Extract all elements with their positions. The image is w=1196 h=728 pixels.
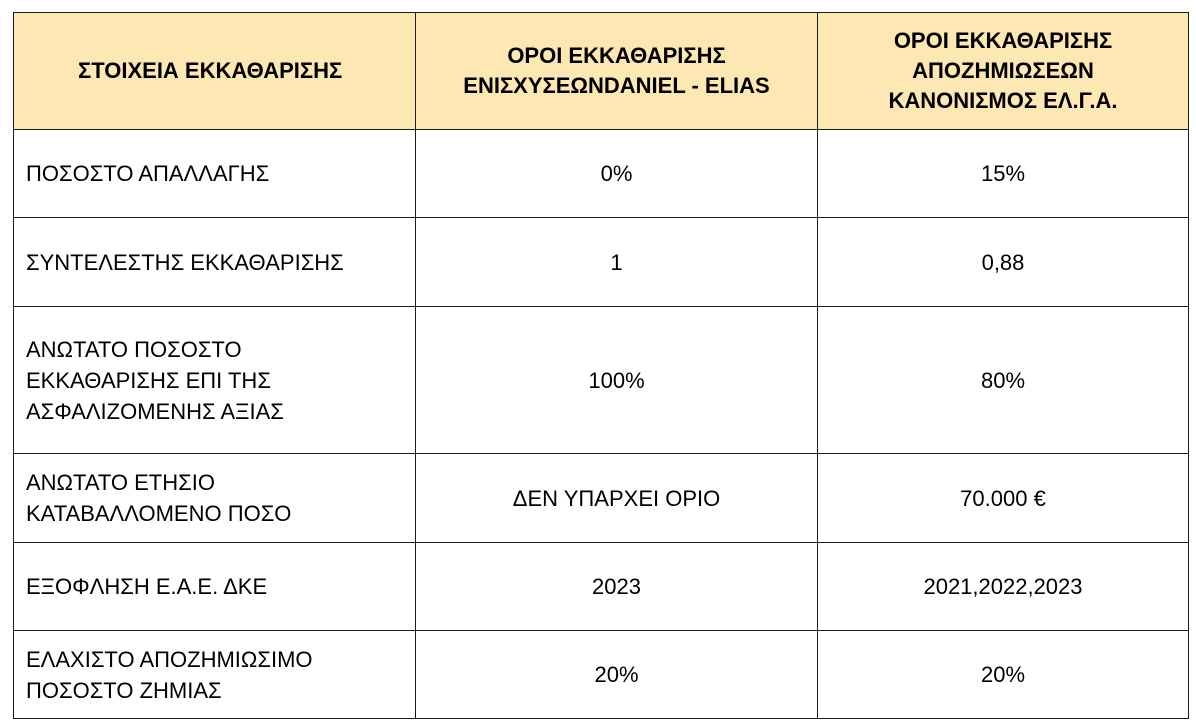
table-row [14, 307, 1189, 454]
table-row [14, 454, 1189, 543]
row-label-max-annual-amount: ΑΝΩΤΑΤΟ ΕΤΗΣΙΟ ΚΑΤΑΒΑΛΛΟΜΕΝΟ ΠΟΣΟ [14, 454, 416, 543]
row-label-coefficient: ΣΥΝΤΕΛΕΣΤΗΣ ΕΚΚΑΘΑΡΙΣΗΣ [14, 218, 416, 307]
cell-daniel-max-annual-amount: ΔΕΝ ΥΠΑΡΧΕΙ ΟΡΙΟ [416, 454, 818, 543]
cell-daniel-deductible: 0% [416, 130, 818, 218]
table-row [14, 130, 1189, 218]
header-elga-terms: ΟΡΟΙ ΕΚΚΑΘΑΡΙΣΗΣ ΑΠΟΖΗΜΙΩΣΕΩΝ ΚΑΝΟΝΙΣΜΟΣ ΕΛ.Γ.Α. [818, 13, 1189, 130]
cell-elga-max-percentage: 80% [818, 307, 1189, 454]
cell-elga-deductible: 15% [818, 130, 1189, 218]
table-body [14, 130, 1189, 719]
table-row [14, 218, 1189, 307]
cell-daniel-min-damage: 20% [416, 631, 818, 719]
cell-daniel-payment-eae: 2023 [416, 543, 818, 631]
header-settlement-details: ΣΤΟΙΧΕΙΑ ΕΚΚΑΘΑΡΙΣΗΣ [14, 13, 416, 130]
table-row [14, 631, 1189, 719]
row-label-min-damage: ΕΛΑΧΙΣΤΟ ΑΠΟΖΗΜΙΩΣΙΜΟ ΠΟΣΟΣΤΟ ΖΗΜΙΑΣ [14, 631, 416, 719]
cell-elga-min-damage: 20% [818, 631, 1189, 719]
cell-daniel-coefficient: 1 [416, 218, 818, 307]
cell-elga-max-annual-amount: 70.000 € [818, 454, 1189, 543]
cell-daniel-max-percentage: 100% [416, 307, 818, 454]
table-row [14, 543, 1189, 631]
header-daniel-elias-terms: ΟΡΟΙ ΕΚΚΑΘΑΡΙΣΗΣ ΕΝΙΣΧΥΣΕΩΝDANIEL - ELIAS [416, 13, 818, 130]
header-row [14, 13, 1189, 130]
table-header [14, 13, 1189, 130]
settlement-terms-table [13, 12, 1189, 719]
cell-elga-payment-eae: 2021,2022,2023 [818, 543, 1189, 631]
row-label-max-percentage: ΑΝΩΤΑΤΟ ΠΟΣΟΣΤΟ ΕΚΚΑΘΑΡΙΣΗΣ ΕΠΙ ΤΗΣ ΑΣΦΑΛΙΖΟΜΕΝΗΣ ΑΞΙΑΣ [14, 307, 416, 454]
cell-elga-coefficient: 0,88 [818, 218, 1189, 307]
row-label-deductible: ΠΟΣΟΣΤΟ ΑΠΑΛΛΑΓΗΣ [14, 130, 416, 218]
row-label-payment-eae: ΕΞΟΦΛΗΣΗ Ε.Α.Ε. ΔΚΕ [14, 543, 416, 631]
